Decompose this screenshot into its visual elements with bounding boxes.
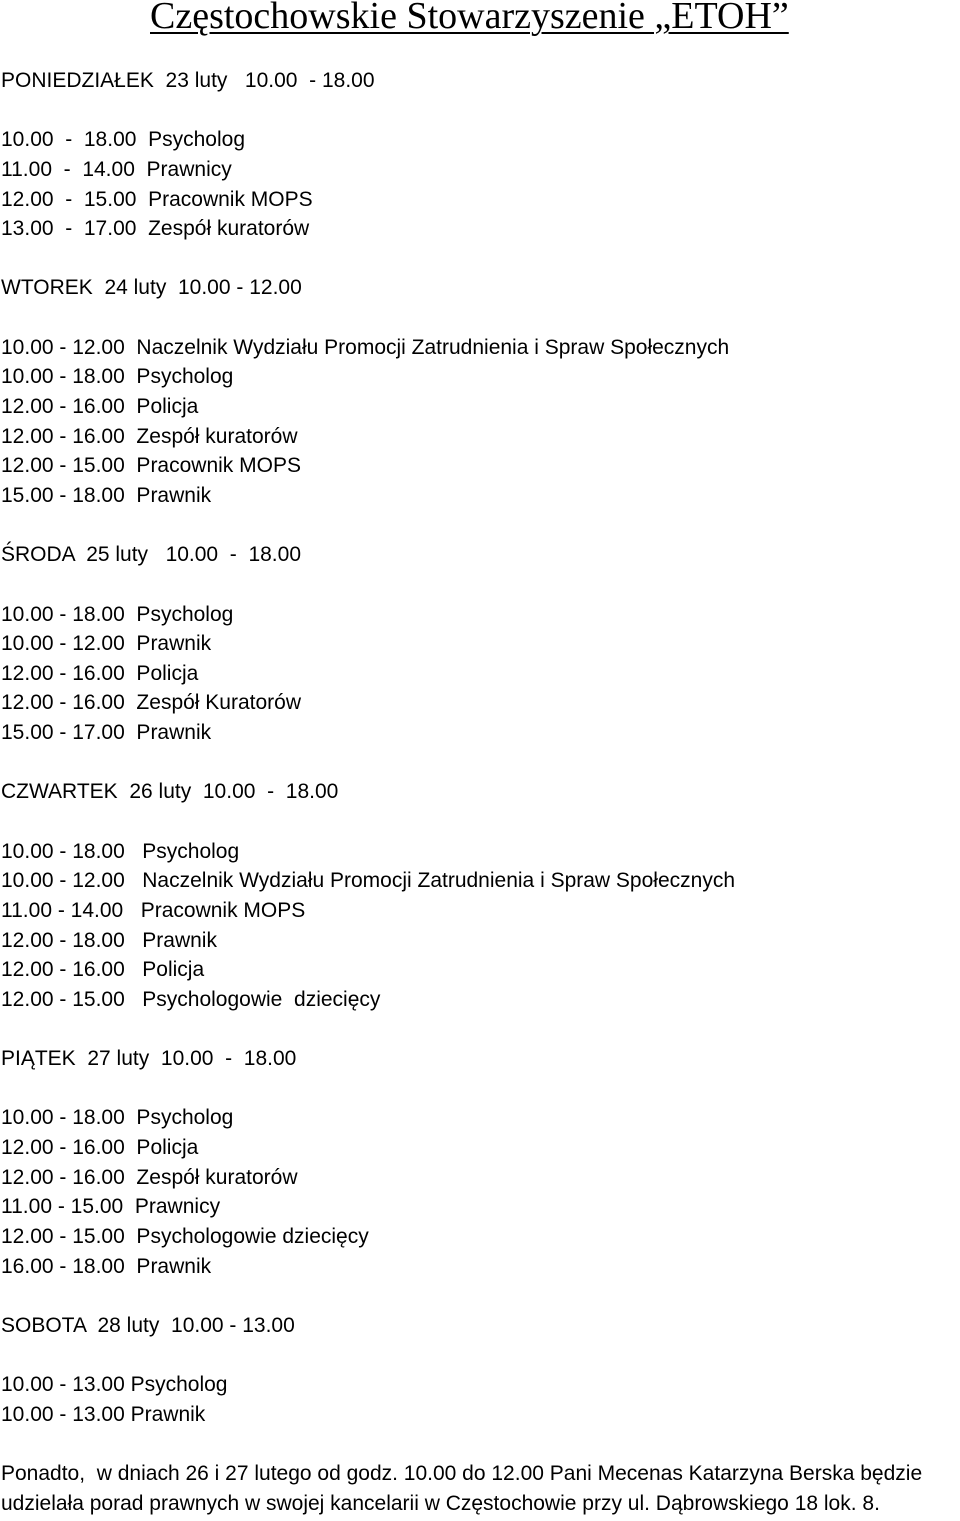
note-line-2: udzielała porad prawnych w swojej kancelarii w Częstochowie przy ul. Dąbrowskiego 18 lok. 8. — [1, 1491, 880, 1515]
schedule-entry: 10.00 - 13.00 Psycholog — [1, 1373, 228, 1397]
schedule-entry: 12.00 - 15.00 Psychologowie dziecięcy — [1, 987, 381, 1011]
spacer — [1, 303, 960, 333]
day-header-friday: PIĄTEK 27 luty 10.00 - 18.00 — [1, 1047, 297, 1071]
page-title: Częstochowskie Stowarzyszenie „ETOH” — [150, 0, 789, 37]
day-header-wednesday: ŚRODA 25 luty 10.00 - 18.00 — [1, 543, 301, 567]
schedule-entry: 10.00 - 12.00 Naczelnik Wydziału Promocji Zatrudnienia i Spraw Społecznych — [1, 335, 730, 359]
day-header-thursday: CZWARTEK 26 luty 10.00 - 18.00 — [1, 780, 339, 804]
day-header-tuesday: WTOREK 24 luty 10.00 - 12.00 — [1, 276, 302, 300]
schedule-entry: 16.00 - 18.00 Prawnik — [1, 1254, 212, 1278]
spacer — [1, 1341, 960, 1371]
schedule-entry: 12.00 - 16.00 Zespół Kuratorów — [1, 691, 302, 715]
schedule-entry: 12.00 - 15.00 Pracownik MOPS — [1, 454, 301, 478]
schedule-entry: 15.00 - 17.00 Prawnik — [1, 721, 212, 745]
schedule-entry: 10.00 - 12.00 Prawnik — [1, 632, 212, 656]
spacer — [1, 1015, 960, 1045]
schedule-entry: 10.00 - 18.00 Psycholog — [1, 128, 245, 152]
schedule-entry: 12.00 - 15.00 Pracownik MOPS — [1, 187, 313, 211]
schedule-entry: 12.00 - 16.00 Policja — [1, 661, 199, 685]
schedule-entry: 12.00 - 18.00 Prawnik — [1, 928, 217, 952]
schedule — [1, 66, 960, 1518]
spacer — [1, 807, 960, 837]
schedule-entry: 10.00 - 18.00 Psycholog — [1, 365, 234, 389]
spacer — [1, 748, 960, 778]
spacer — [1, 1074, 960, 1104]
schedule-entry: 11.00 - 14.00 Prawnicy — [1, 157, 232, 181]
schedule-entry: 12.00 - 16.00 Policja — [1, 1136, 199, 1160]
schedule-entry: 11.00 - 14.00 Pracownik MOPS — [1, 898, 306, 922]
note-line-1: Ponadto, w dniach 26 i 27 lutego od godz. 10.00 do 12.00 Pani Mecenas Katarzyna Berska będzie — [1, 1462, 923, 1486]
spacer — [1, 1429, 960, 1459]
schedule-entry: 13.00 - 17.00 Zespół kuratorów — [1, 217, 310, 241]
schedule-entry: 12.00 - 16.00 Zespół kuratorów — [1, 1165, 298, 1189]
schedule-entry: 12.00 - 16.00 Policja — [1, 958, 205, 982]
day-header-saturday: SOBOTA 28 luty 10.00 - 13.00 — [1, 1313, 295, 1337]
schedule-entry: 10.00 - 12.00 Naczelnik Wydziału Promocji Zatrudnienia i Spraw Społecznych — [1, 869, 735, 893]
spacer — [1, 1281, 960, 1311]
schedule-entry: 10.00 - 18.00 Psycholog — [1, 839, 240, 863]
schedule-entry: 11.00 - 15.00 Prawnicy — [1, 1195, 221, 1219]
spacer — [1, 96, 960, 126]
schedule-entry: 10.00 - 13.00 Prawnik — [1, 1402, 206, 1426]
spacer — [1, 511, 960, 541]
schedule-entry: 12.00 - 16.00 Policja — [1, 395, 199, 419]
spacer — [1, 570, 960, 600]
schedule-entry: 15.00 - 18.00 Prawnik — [1, 483, 212, 507]
schedule-entry: 12.00 - 16.00 Zespół kuratorów — [1, 424, 298, 448]
schedule-entry: 12.00 - 15.00 Psychologowie dziecięcy — [1, 1224, 369, 1248]
schedule-entry: 10.00 - 18.00 Psycholog — [1, 1106, 234, 1130]
schedule-entry: 10.00 - 18.00 Psycholog — [1, 602, 234, 626]
day-header-monday: PONIEDZIAŁEK 23 luty 10.00 - 18.00 — [1, 69, 375, 92]
spacer — [1, 244, 960, 274]
